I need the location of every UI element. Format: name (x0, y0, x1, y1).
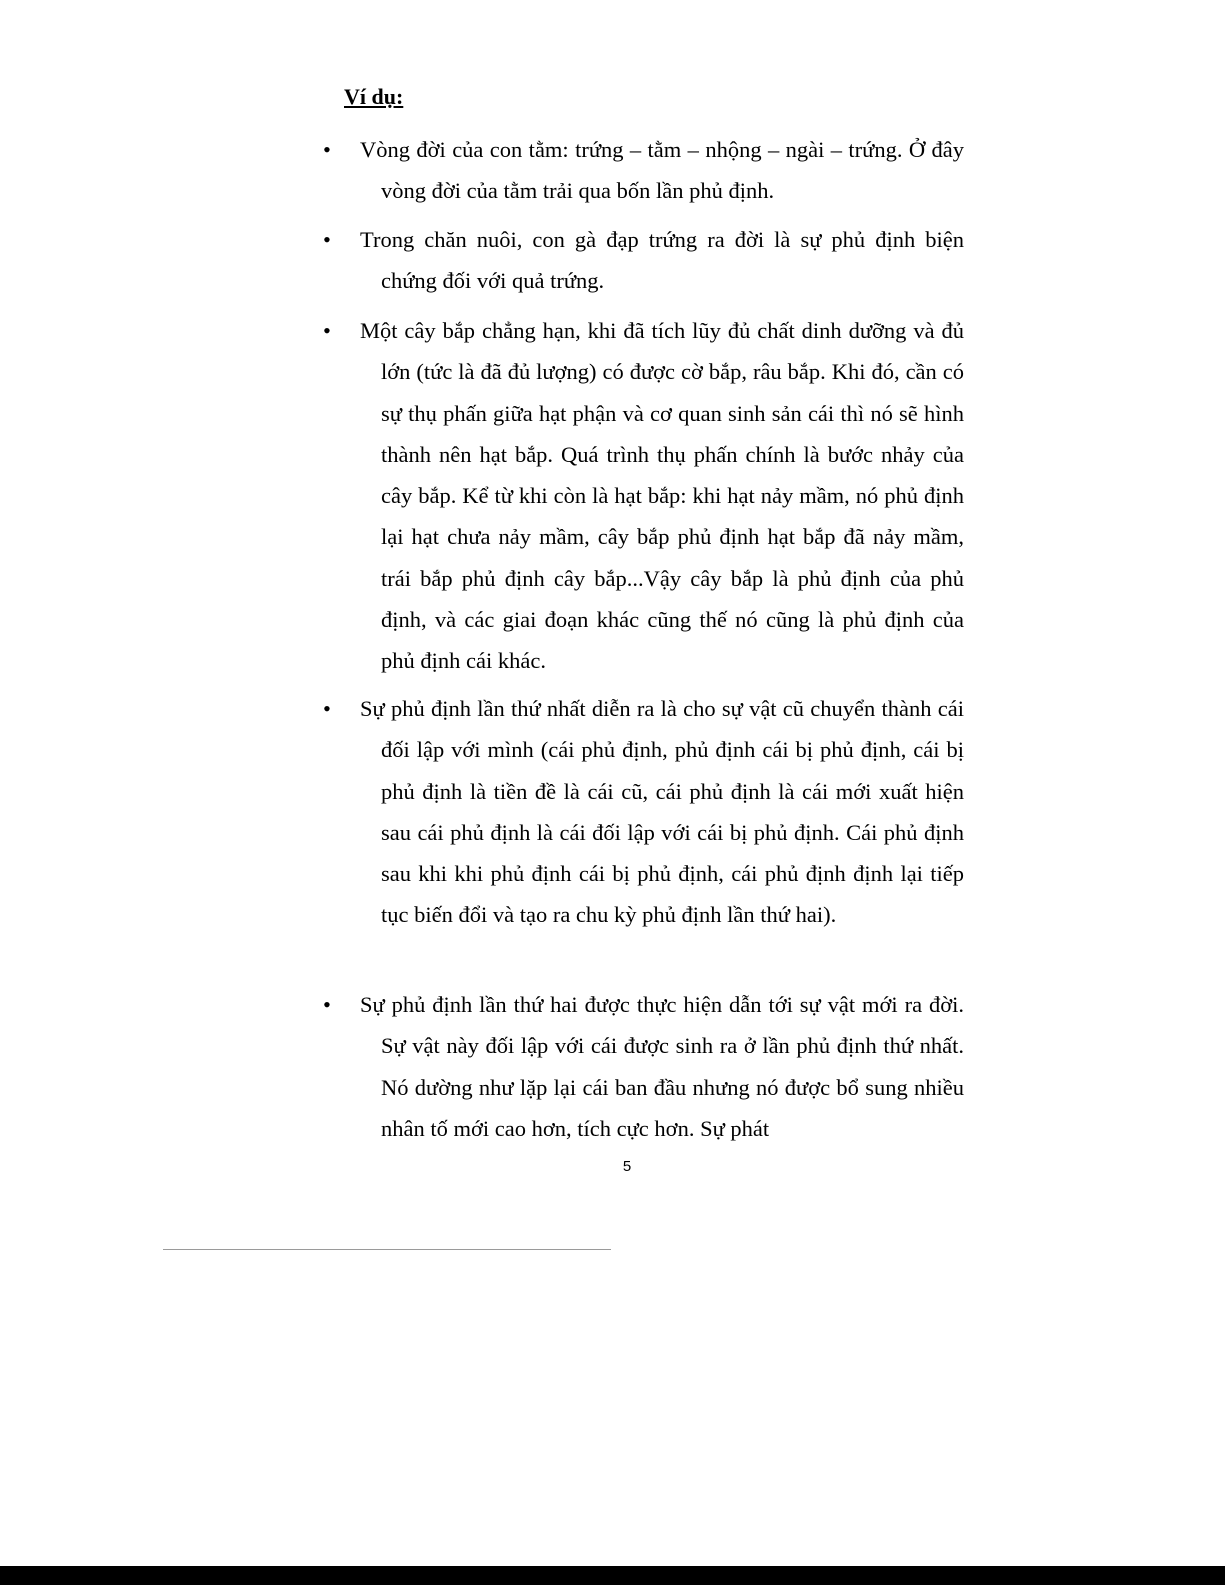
bullet-icon: • (323, 137, 331, 162)
example-item-text: Vòng đời của con tằm: trứng – tằm – nhộng – ngài – trứng. Ở đây vòng đời của tằm trải qua bốn lần phủ định. (360, 137, 964, 204)
page-bottom-border (0, 1566, 1225, 1585)
page-number: 5 (622, 1158, 632, 1175)
example-item-silkworm (323, 129, 964, 212)
example-item-corn (323, 310, 964, 682)
bullet-icon: • (323, 696, 331, 721)
example-item-first-negation (323, 688, 964, 936)
example-heading: Ví dụ: (344, 84, 404, 109)
example-item-second-negation (323, 984, 964, 1149)
example-item-text: Sự phủ định lần thứ nhất diễn ra là cho sự vật cũ chuyển thành cái đối lập với mình (cái phủ định, phủ định cái bị phủ định, cái bị phủ định là tiền đề là cái cũ, cái phủ định là cái mới xuất hiện sau cái phủ định là cái đối lập với cái bị phủ định. Cái phủ định sau khi khi phủ định cái bị phủ định, cái phủ định định lại tiếp tục biến đổi và tạo ra chu kỳ phủ định lần thứ hai). (360, 696, 964, 928)
bullet-icon: • (323, 318, 331, 343)
bullet-icon: • (323, 992, 331, 1017)
example-item-text: Trong chăn nuôi, con gà đạp trứng ra đời là sự phủ định biện chứng đối với quả trứng. (360, 227, 964, 294)
example-item-text: Một cây bắp chẳng hạn, khi đã tích lũy đủ chất dinh dưỡng và đủ lớn (tức là đã đủ lượng) có được cờ bắp, râu bắp. Khi đó, cần có sự thụ phấn giữa hạt phận và cơ quan sinh sản cái thì nó sẽ hình thành nên hạt bắp. Quá trình thụ phấn chính là bước nhảy của cây bắp. Kể từ khi còn là hạt bắp: khi hạt nảy mầm, nó phủ định lại hạt chưa nảy mầm, cây bắp phủ định hạt bắp đã nảy mầm, trái bắp phủ định cây bắp...Vậy cây bắp là phủ định của phủ định, và các giai đoạn khác cũng thế nó cũng là phủ định của phủ định cái khác. (360, 318, 964, 674)
footnote-separator (163, 1249, 611, 1250)
example-item-chicken (323, 219, 964, 302)
bullet-icon: • (323, 227, 331, 252)
example-item-text: Sự phủ định lần thứ hai được thực hiện dẫn tới sự vật mới ra đời. Sự vật này đối lập với cái được sinh ra ở lần phủ định thứ nhất. Nó dường như lặp lại cái ban đầu nhưng nó được bổ sung nhiều nhân tố mới cao hơn, tích cực hơn. Sự phát (360, 992, 964, 1141)
